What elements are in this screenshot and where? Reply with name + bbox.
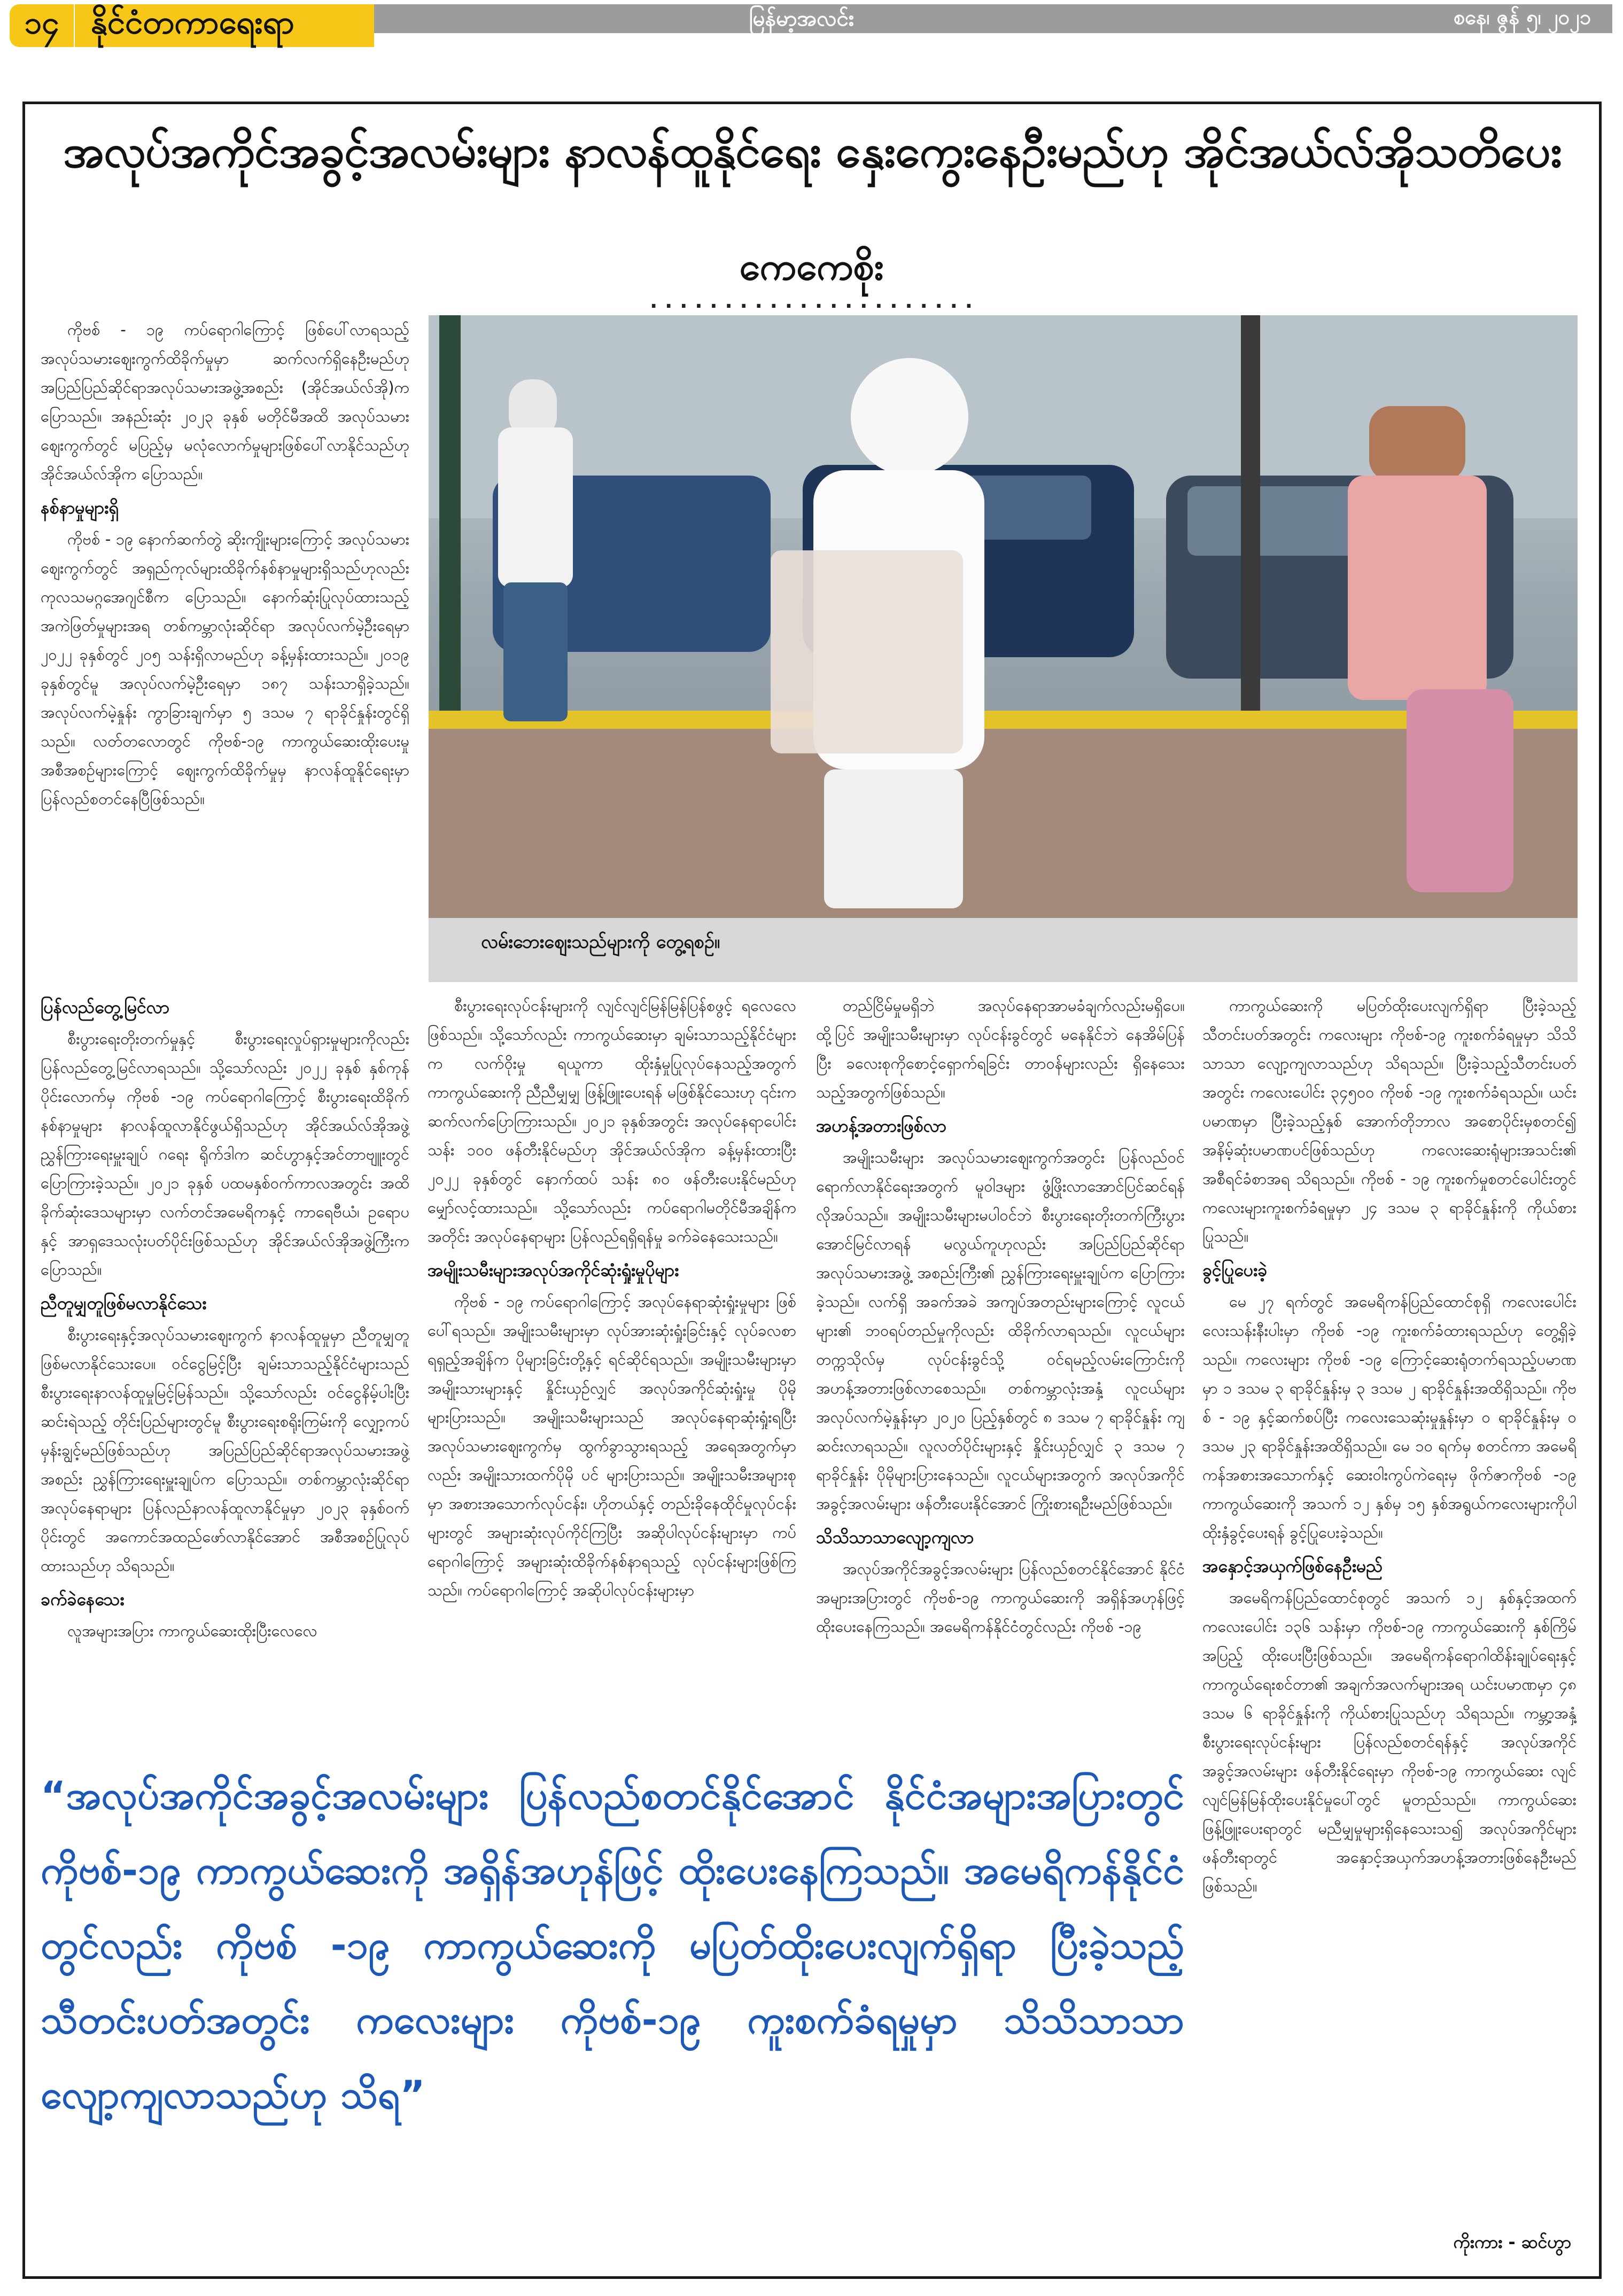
source-credit: ကိုးကား - ဆင်ဟွာ — [1453, 2232, 1571, 2252]
article-byline: ကေကေစိုး — [739, 245, 884, 289]
paragraph: တည်ငြိမ်မှုမရှိဘဲ အလုပ်နေရာအာမခံချက်လည်းမရှိပေ။ ထို့ပြင် အမျိုးသမီးများမှာ လုပ်ငန်းခွင်တွင် မနေနိုင်ဘဲ နေအိမ်ပြန်ပြီး ခလေးစုကိုစောင့်ရှောက်ရခြင်း တာဝန်များလည်း ရှိနေသေးသည့်အတွက်ဖြစ်သည်။ — [816, 997, 1185, 1101]
subheading: အဟန့်အတားဖြစ်လာ — [816, 1116, 946, 1136]
paragraph: အလုပ်အကိုင်အခွင့်အလမ်းများ ပြန်လည်စတင်နိုင်အောင် နိုင်ငံအများအပြားတွင် ကိုဗစ်-၁၉ ကာကွယ်ဆေးကို အရှိန်အဟုန်ဖြင့် ထိုးပေးနေကြသည်။ အမေရိကန်နိုင်ငံတွင်လည်း ကိုဗစ် -၁၉ — [816, 1560, 1185, 1636]
photo-caption: လမ်းဘေးဈေးသည်များကို တွေ့ရစဉ်။ — [481, 931, 720, 953]
subheading: အနှောင့်အယှက်ဖြစ်နေဦးမည် — [1202, 1556, 1383, 1576]
subheading: ညီတူမျှတူဖြစ်မလာနိုင်သေး — [41, 1293, 207, 1313]
paragraph: ကိုဗစ် - ၁၉ နောက်ဆက်တွဲ ဆိုးကျိုးများကြောင့် အလုပ်သမားဈေးကွက်တွင် အရှည်ကုလ်များထိခိုက်နစ်နာမှုများရှိသည်ဟုလည်း ကုလသမဂ္ဂအေဂျင်စီက ပြောသည်။ နောက်ဆုံးပြုလုပ်ထားသည့် အကဲဖြတ်မှုများအရ တစ်ကမ္ဘာလုံးဆိုင်ရာ အလုပ်လက်မဲ့ဦးရေမှာ ၂၀၂၂ ခုနှစ်တွင် ၂၀၅ သန်းရှိလာမည်ဟု ခန့်မှန်းထားသည်။ ၂၀၁၉ ခုနှစ်တွင်မူ အလုပ်လက်မဲ့ဦးရေမှာ ၁၈၇ သန်းသာရှိခဲ့သည်။ အလုပ်လက်မဲ့နှုန်း ကွာခြားချက်မှာ ၅ ဒသမ ၇ ရာခိုင်နှုန်းတွင်ရှိသည်။ လတ်တလောတွင် ကိုဗစ်-၁၉ ကာကွယ်ဆေးထိုးပေးမှု အစီအစဉ်များကြောင့် ဈေးကွက်ထိခိုက်မှုမှ နာလန်ထူနိုင်ရေးမှာ ပြန်လည်စတင်နေပြီဖြစ်သည်။ — [41, 530, 409, 808]
column-1-top — [41, 315, 409, 986]
paragraph: အမျိုးသမီးများ အလုပ်သမားဈေးကွက်အတွင်း ပြန်လည်ဝင်ရောက်လာနိုင်ရေးအတွက် မူဝါဒများ ဖွံ့ဖြိုးလာအောင်ပြင်ဆင်ရန် လိုအပ်သည်။ အမျိုးသမီးများမပါဝင်ဘဲ စီးပွားရေးတိုးတက်ကြီးပွား အောင်မြင်လာရန် မလွယ်ကူဟုလည်း အပြည်ပြည်ဆိုင်ရာအလုပ်သမားအဖွဲ့ အစည်းကြီး၏ ညွှန်ကြားရေးမှူးချုပ်က ပြောကြားခဲ့သည်။ လက်ရှိ အခက်အခဲ အကျပ်အတည်းများကြောင့် လူငယ်များ၏ ဘဝရပ်တည်မှုကိုလည်း ထိခိုက်လာရသည်။ လူငယ်များ တက္ကသိုလ်မှ လုပ်ငန်းခွင်သို့ ဝင်ရမည့်လမ်းကြောင်းကို အဟန့်အတားဖြစ်လာစေသည်။ တစ်ကမ္ဘာလုံးအနှံ့ လူငယ်များ အလုပ်လက်မဲ့နှုန်းမှာ ၂၀၂၀ ပြည့်နှစ်တွင် ၈ ဒသမ ၇ ရာခိုင်နှုန်း ကျဆင်းလာရသည်။ လူလတ်ပိုင်းများနှင့် နှိုင်းယှဉ်လျှင် ၃ ဒသမ ၇ ရာခိုင်နှုန်း ပိုမိုများပြားနေသည်။ လူငယ်များအတွက် အလုပ်အကိုင်အခွင့်အလမ်းများ ဖန်တီးပေးနိုင်အောင် ကြိုးစားရဦးမည်ဖြစ်သည်။ — [816, 1148, 1185, 1513]
column-3 — [816, 991, 1185, 1737]
paragraph: ကာကွယ်ဆေးကို မပြတ်ထိုးပေးလျက်ရှိရာ ပြီးခဲ့သည့်သီတင်းပတ်အတွင်း ကလေးများ ကိုဗစ်-၁၉ ကူးစက်ခံရမှုမှာ သိသိသာသာ လျော့ကျလာသည်ဟု သိရသည်။ ပြီးခဲ့သည့်သီတင်းပတ်အတွင်း ကလေးပေါင်း ၃၄၅၀၀ ကိုဗစ် -၁၉ ကူးစက်ခံရသည်။ ယင်းပမာဏမှာ ပြီးခဲ့သည့်နှစ် အောက်တိုဘာလ အစောပိုင်းမှစတင်၍ အနိမ့်ဆုံးပမာဏပင်ဖြစ်သည်ဟု ကလေးဆေးရုံများအသင်း၏ အစီရင်ခံစာအရ သိရသည်။ ကိုဗစ် - ၁၉ ကူးစက်မှုစတင်ပေါင်းတွင် ကလေးများကူးစက်ခံရမှုမှာ ၂၄ ဒသမ ၃ ရာခိုင်နှုန်းကို ကိုယ်စားပြုသည်။ — [1202, 997, 1577, 1246]
paragraph: ကိုဗစ် - ၁၉ ကပ်ရောဂါကြောင့် ဖြစ်ပေါ်လာရသည့် အလုပ်သမားဈေးကွက်ထိခိုက်မှုမှာ ဆက်လက်ရှိနေဦးမည်ဟု အပြည်ပြည်ဆိုင်ရာအလုပ်သမားအဖွဲ့အစည်း (အိုင်အယ်လ်အို)က ပြောသည်။ အနည်းဆုံး ၂၀၂၃ ခုနှစ် မတိုင်မီအထိ အလုပ်သမား ဈေးကွက်တွင် မပြည့်မှ မလုံလောက်မှုများဖြစ်ပေါ်လာနိုင်သည်ဟု အိုင်အယ်လ်အိုက ပြောသည်။ — [41, 321, 409, 483]
issue-date: စနေ၊ ဇွန် ၅၊ ၂၀၂၁ — [1453, 5, 1591, 29]
article-headline: အလုပ်အကိုင်အခွင့်အလမ်းများ နာလန်ထူနိုင်ရေး နှေးကွေးနေဦးမည်ဟု အိုင်အယ်လ်အိုသတိပေး — [63, 125, 1562, 177]
paragraph: စီးပွားရေးနှင့်အလုပ်သမားဈေးကွက် နာလန်ထူမှုမှာ ညီတူမျှတူ ဖြစ်မလာနိုင်သေးပေ။ ဝင်ငွေမြင့်ပြီး ချမ်းသာသည့်နိုင်ငံများသည် စီးပွားရေးနာလန်ထူမှုမြင့်မြန်သည်။ သို့သော်လည်း ဝင်ငွေနိမ့်ပါးပြီး ဆင်းရဲသည့် တိုင်းပြည်များတွင်မူ စီးပွားရေးစရိုးကြမ်းကို လျှော့ကပ်မှန်းချွင့်မည်ဖြစ်သည်ဟု အပြည်ပြည်ဆိုင်ရာအလုပ်သမားအဖွဲ့အစည်း ညွှန်ကြားရေးမှူးချုပ်က ပြောသည်။ တစ်ကမ္ဘာလုံးဆိုင်ရာ အလုပ်နေရာများ ပြန်လည်နာလန်ထူလာနိုင်မှုမှာ ၂၀၂၃ ခုနှစ်ဝက်ပိုင်းတွင် အကောင်အထည်ဖော်လာနိုင်အောင် အစီအစဉ်ပြုလုပ်ထားသည်ဟု သိရသည်။ — [41, 1326, 409, 1575]
page-header — [0, 0, 1623, 51]
subheading: ခွင့်ပြုပေးခဲ့ — [1202, 1260, 1268, 1280]
subheading: နစ်နာမှုများရှိ — [41, 497, 119, 518]
paragraph: စီးပွားရေးလုပ်ငန်းများကို လျင်လျင်မြန်မြန်ပြန်စဖွင့် ရလေလေဖြစ်သည်။ သို့သော်လည်း ကာကွယ်ဆေးမှာ ချမ်းသာသည့်နိုင်ငံများက လက်ဝိုးမှု ရယူကာ ထိုးနှံမှုပြုလုပ်နေသည့်အတွက် ကာကွယ်ဆေးကို ညီညီမျှမျှ ဖြန့်ဖြူးပေးရန် မဖြစ်နိုင်သေးဟု ၎င်းကဆက်လက်ပြောကြားသည်။ ၂၀၂၁ ခုနှစ်အတွင်း အလုပ်နေရာပေါင်း သန်း ၁၀၀ ဖန်တီးနိုင်မည်ဟု အိုင်အယ်လ်အိုက ခန့်မှန်းထားပြီး ၂၀၂၂ ခုနှစ်တွင် နောက်ထပ် သန်း ၈၀ ဖန်တီးပေးနိုင်မည်ဟု မျှော်လင့်ထားသည်။ သို့သော်လည်း ကပ်ရောဂါမတိုင်မီအချိန်က အတိုင်း အလုပ်နေရာများ ပြန်လည်ရရှိရန်မှု ခက်ခဲနေသေးသည်။ — [428, 997, 796, 1246]
paragraph: အမေရိကန်ပြည်ထောင်စုတွင် အသက် ၁၂ နှစ်နှင့်အထက် ကလေးပေါင်း ၁၃၆ သန်းမှာ ကိုဗစ်-၁၉ ကာကွယ်ဆေးကို နှစ်ကြိမ်အပြည့် ထိုးပေးပြီးဖြစ်သည်။ အမေရိကန်ရောဂါထိန်းချုပ်ရေးနှင့် ကာကွယ်ရေးစင်တာ၏ အချက်အလက်များအရ ယင်းပမာဏမှာ ၄၈ ဒသမ ၆ ရာခိုင်နှုန်းကို ကိုယ်စားပြုသည်ဟု သိရသည်။ ကမ္ဘာ့အနှံ့ စီးပွားရေးလုပ်ငန်းများ ပြန်လည်စတင်ရန်နှင့် အလုပ်အကိုင်အခွင့်အလမ်းများ ဖန်တီးနိုင်ရေးမှာ ကိုဗစ်-၁၉ ကာကွယ်ဆေး လျင်လျင်မြန်မြန်ထိုးပေးနိုင်မှုပေါ်တွင် မူတည်သည်။ ကာကွယ်ဆေး ဖြန့်ဖြူးပေးရာတွင် မညီမျှမှုများရှိနေသေးသ၍ အလုပ်အကိုင်များ ဖန်တီးရာတွင် အနှောင့်အယှက်အဟန့်အတားဖြစ်နေဦးမည်ဖြစ်သည်။ — [1202, 1589, 1577, 1895]
subheading: သိသိသာသာလျော့ကျလာ — [816, 1527, 974, 1547]
paragraph: လူအများအပြား ကာကွယ်ဆေးထိုးပြီးလေလေ — [67, 1622, 317, 1640]
byline-divider: ...................... — [647, 289, 977, 313]
paragraph: မေ ၂၇ ရက်တွင် အမေရိကန်ပြည်ထောင်စုရှိ ကလေးပေါင်း လေးသန်းနီးပါးမှာ ကိုဗစ် -၁၉ ကူးစက်ခံထားရသည်ဟု တွေ့ရှိခဲ့သည်။ ကလေးများ ကိုဗစ် -၁၉ ကြောင့်ဆေးရုံတက်ရသည့်ပမာဏမှာ ၁ ဒသမ ၃ ရာခိုင်နှုန်းမှ ၃ ဒသမ ၂ ရာခိုင်နှုန်းအထိရှိသည်။ ကိုဗစ် - ၁၉ နှင့်ဆက်စပ်ပြီး ကလေးသေဆုံးမှုနှုန်းမှာ ၀ ရာခိုင်နှုန်းမှ ၀ ဒသမ ၂၃ ရာခိုင်နှုန်းအထိရှိသည်။ မေ ၁၀ ရက်မှ စတင်ကာ အမေရိကန်အစားအသောက်နှင့် ဆေးဝါးကွပ်ကဲရေးမှ ဖိုက်ဇာကိုဗစ် -၁၉ ကာကွယ်ဆေးကို အသက် ၁၂ နှစ်မှ ၁၅ နှစ်အရွယ်ကလေးများကိုပါ ထိုးနှံခွင့်ပေးရန် ခွင့်ပြုပေးခဲ့သည်။ — [1202, 1293, 1577, 1542]
column-1-bottom — [41, 991, 409, 1737]
section-title: နိုင်ငံတကာရေးရာ — [75, 4, 374, 47]
newspaper-name: မြန်မာ့အလင်း — [749, 6, 855, 31]
column-2 — [428, 991, 796, 1737]
street-vendor-photo — [429, 315, 1578, 964]
column-4 — [1202, 991, 1577, 2236]
subheading: ခက်ခဲနေသေး — [41, 1589, 125, 1609]
paragraph: ကိုဗစ် - ၁၉ ကပ်ရောဂါကြောင့် အလုပ်နေရာဆုံးရှုံးမှုများ ဖြစ်ပေါ်ရသည်။ အမျိုးသမီးများမှာ လုပ်အားဆုံးရှုံးခြင်းနှင့် လုပ်ခလစာရရှည့်အချိန်က ပိုများခြင်းတို့နှင့် ရင်ဆိုင်ရသည်။ အမျိုးသမီးများမှာ အမျိုးသားများနှင့် နှိုင်းယှဉ်လျှင် အလုပ်အကိုင်ဆုံးရှုံးမှု ပိုမိုများပြားသည်။ အမျိုးသမီးများသည် အလုပ်နေရာဆုံးရှုံးရပြီး အလုပ်သမားဈေးကွက်မှ ထွက်ခွာသွားရသည့် အရေအတွက်မှာလည်း အမျိုးသားထက်ပိုမို ပင် များပြားသည်။ အမျိုးသမီးအများစုမှာ အစားအသောက်လုပ်ငန်း၊ ဟိုတယ်နှင့် တည်းခိုနေထိုင်မှုလုပ်ငန်းများတွင် အများဆုံးလုပ်ကိုင်ကြပြီး အဆိုပါလုပ်ငန်းများမှာ ကပ်ရောဂါကြောင့် အများဆုံးထိခိုက်နစ်နာရသည့် လုပ်ငန်းများဖြစ်ကြသည်။ ကပ်ရောဂါကြောင့် အဆိုပါလုပ်ငန်းများမှာ — [428, 1293, 796, 1599]
subheading: အမျိုးသမီးများအလုပ်အကိုင်ဆုံးရှုံးမှုပိုများ — [428, 1260, 679, 1280]
subheading: ပြန်လည်တွေ့မြင်လာ — [41, 997, 170, 1017]
page-number: ၁၄ — [10, 4, 74, 47]
photo-illustration — [429, 315, 1578, 919]
pull-quote: “အလုပ်အကိုင်အခွင့်အလမ်းများ ပြန်လည်စတင်နိုင်အောင် နိုင်ငံအများအပြားတွင် ကိုဗစ်-၁၉ ကာကွယ်ဆေးကို အရှိန်အဟုန်ဖြင့် ထိုးပေးနေကြသည်။ အမေရိကန်နိုင်ငံတွင်လည်း ကိုဗစ် -၁၉ ကာကွယ်ဆေးကို မပြတ်ထိုးပေးလျက်ရှိရာ ပြီးခဲ့သည့်သီတင်းပတ်အတွင်း ကလေးများ ကိုဗစ်-၁၉ ကူးစက်ခံရမှုမှာ သိသိသာသာ လျော့ကျလာသည်ဟု သိရ” — [41, 1773, 1184, 2117]
paragraph: စီးပွားရေးတိုးတက်မှုနှင့် စီးပွားရေးလှုပ်ရှားမှုများကိုလည်း ပြန်လည်တွေ့မြင်လာရသည်။ သို့သော်လည်း ၂၀၂၂ ခုနှစ် နှစ်ကုန်ပိုင်းလောက်မှ ကိုဗစ် -၁၉ ကပ်ရောဂါကြောင့် စီးပွားရေးထိခိုက်နစ်နာမှုများ နာလန်ထူလာနိုင်ဖွယ်ရှိသည်ဟု အိုင်အယ်လ်အိုအဖွဲ့ ညွှန်ကြားရေးမှူးချုပ် ဂရေး ရိုက်ဒါက ဆင်ဟွာနှင့်အင်တာဗျူးတွင် ပြောကြားခဲ့သည်။ ၂၀၂၁ ခုနှစ် ပထမနှစ်ဝက်ကာလအတွင်း အထိခိုက်ဆုံးဒေသများမှာ လက်တင်အမေရိကနှင့် ကာရေဗီယံ၊ ဥရောပနှင့် အာရှဒေသလုံးပတ်ပိုင်းဖြစ်သည်ဟု အိုင်အယ်လ်အိုအဖွဲ့ကြီးက ပြောသည်။ — [41, 1030, 409, 1279]
